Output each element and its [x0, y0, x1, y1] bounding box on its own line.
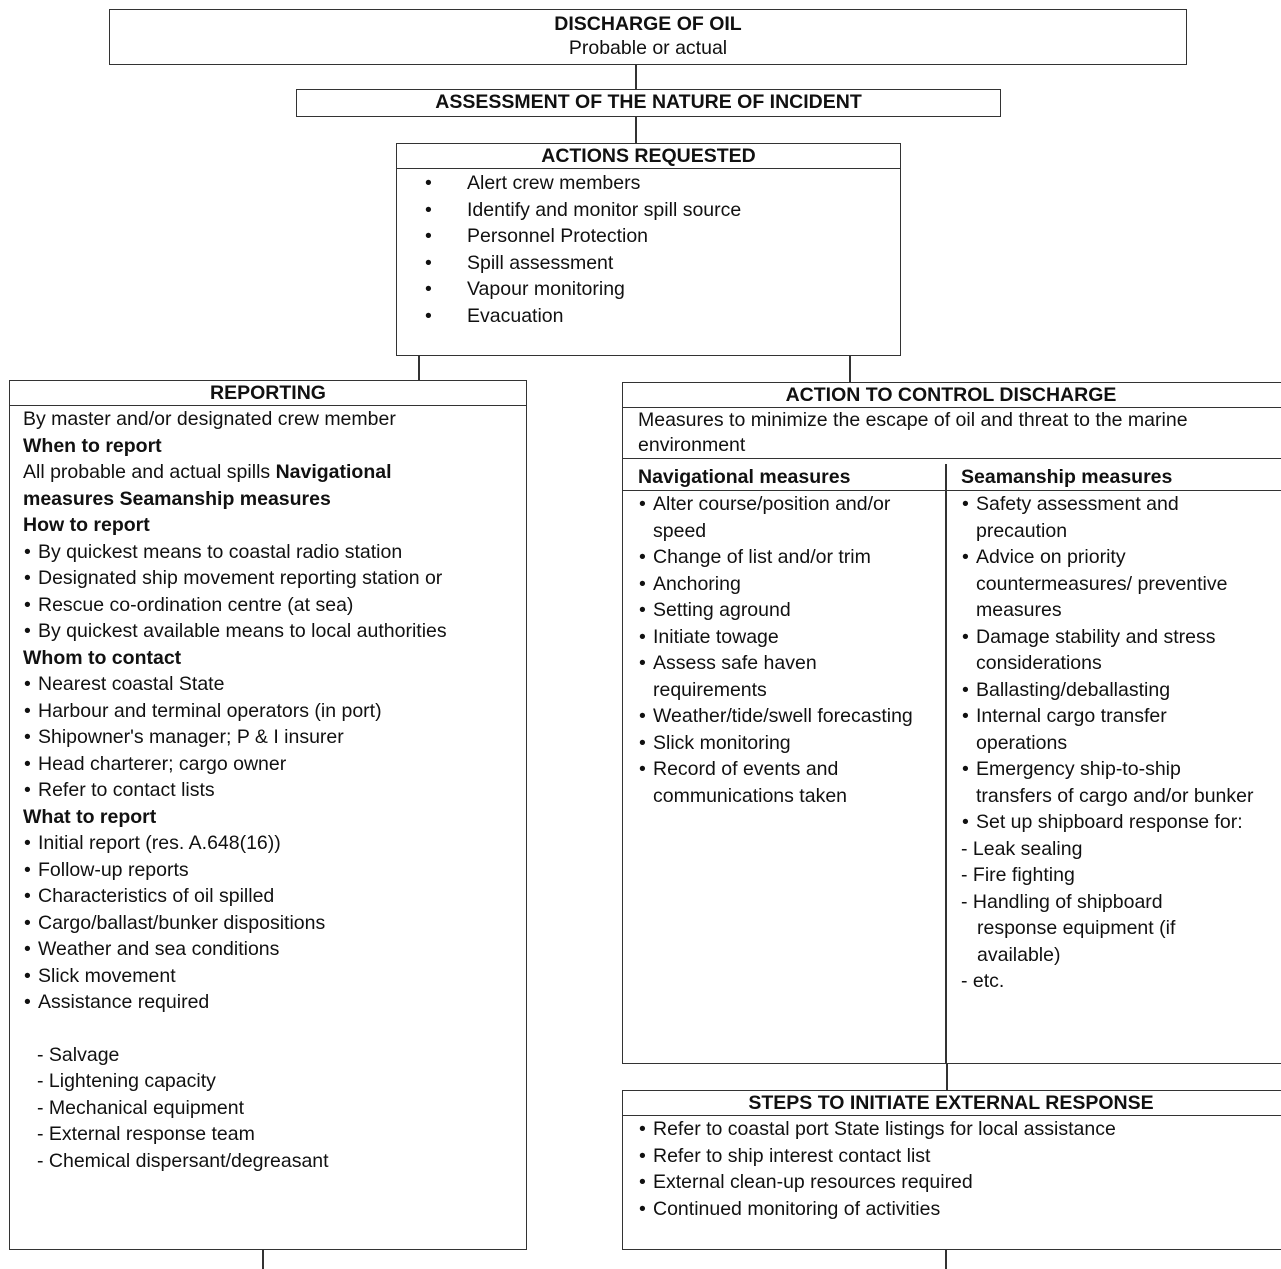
nav-item: • Anchoring [638, 571, 933, 598]
assistance-item: - External response team [37, 1123, 255, 1145]
action-item [397, 170, 900, 197]
actions-title: ACTIONS REQUESTED [397, 144, 900, 169]
discharge-title: DISCHARGE OF OIL [554, 13, 742, 35]
sea-sub-item: - Handling of shipboard response equipment (if available) [961, 890, 1176, 966]
bullet-icon: • [425, 251, 432, 274]
assistance-item: - Mechanical equipment [37, 1096, 245, 1119]
action-item [397, 197, 900, 224]
how-item: • Rescue co-ordination centre (at sea) [23, 592, 526, 619]
action-item [397, 303, 900, 330]
external-item: • External clean-up resources required [638, 1169, 1281, 1196]
connector-assessment-actions [635, 117, 637, 143]
what-item: • Assistance required [23, 989, 526, 1016]
nav-list [623, 491, 933, 809]
sea-item: • Advice on priority countermeasures/ preventive measures [961, 544, 1261, 624]
bullet-icon: • [425, 304, 432, 327]
discharge-subtitle: Probable or actual [568, 37, 728, 59]
external-item: • Continued monitoring of activities [638, 1196, 1281, 1223]
reporting-title: REPORTING [10, 381, 526, 406]
sea-sub-item: - Fire fighting [961, 864, 1075, 886]
sea-item: • Emergency ship-to-ship transfers of cargo and/or bunker [961, 756, 1261, 809]
sea-item: • Ballasting/deballasting [961, 677, 1261, 704]
action-item [397, 276, 900, 303]
how-item: • By quickest available means to local authorities [23, 618, 526, 645]
how-item: • Designated ship movement reporting station or [23, 565, 526, 592]
connector-control-external [946, 1063, 948, 1090]
nav-item: • Slick monitoring [638, 730, 933, 757]
what-item: • Initial report (res. A.648(16)) [23, 830, 526, 857]
how-heading: How to report [23, 514, 150, 536]
action-item [397, 223, 900, 250]
external-list [623, 1116, 1281, 1222]
reporting-box [9, 380, 527, 1250]
nav-column [623, 464, 945, 809]
action-item-label: Personnel Protection [467, 225, 649, 247]
whom-item: • Refer to contact lists [23, 777, 526, 804]
actions-list [397, 169, 900, 329]
whom-list [23, 671, 526, 804]
external-title: STEPS TO INITIATE EXTERNAL RESPONSE [623, 1091, 1281, 1116]
whom-heading: Whom to contact [23, 646, 182, 669]
connector-actions-reporting [418, 355, 420, 380]
bullet-icon: • [425, 198, 432, 221]
nav-item: • Alter course/position and/or speed [638, 491, 933, 544]
nav-item: • Change of list and/or trim [638, 544, 933, 571]
when-text-block [23, 459, 463, 512]
assessment-box [296, 89, 1001, 117]
what-item: • Follow-up reports [23, 857, 526, 884]
external-item: • Refer to coastal port State listings for local assistance [638, 1116, 1281, 1143]
how-item: • By quickest means to coastal radio station [23, 539, 526, 566]
what-item: • Characteristics of oil spilled [23, 883, 526, 910]
sea-sub-item: - etc. [961, 970, 1005, 992]
assistance-item: - Chemical dispersant/degreasant [37, 1149, 329, 1172]
nav-item: • Initiate towage [638, 624, 933, 651]
what-list [23, 830, 526, 1016]
sea-item: • Set up shipboard response for: [961, 809, 1261, 836]
whom-item: • Head charterer; cargo owner [23, 751, 526, 778]
sea-list [946, 491, 1261, 836]
what-item: • Cargo/ballast/bunker dispositions [23, 910, 526, 937]
bullet-icon: • [425, 225, 432, 247]
connector-discharge-assessment [635, 64, 637, 90]
whom-item: • Nearest coastal State [23, 671, 526, 698]
sea-item: • Damage stability and stress considerations [961, 624, 1261, 677]
reporting-intro: By master and/or designated crew member [23, 408, 396, 430]
external-item: • Refer to ship interest contact list [638, 1143, 1281, 1170]
when-heading: When to report [23, 434, 162, 457]
nav-item: • Setting aground [638, 597, 933, 624]
bullet-icon: • [425, 278, 432, 300]
connector-external-down [945, 1249, 947, 1269]
assessment-title: ASSESSMENT OF THE NATURE OF INCIDENT [435, 91, 862, 113]
action-item [397, 250, 900, 277]
assistance-list [23, 1042, 526, 1175]
action-item-label: Evacuation [467, 304, 564, 327]
control-intro: Measures to minimize the escape of oil and threat to the marine environment [623, 408, 1281, 459]
nav-item: • Record of events and communications taken [638, 756, 933, 809]
control-title: ACTION TO CONTROL DISCHARGE [623, 383, 1281, 408]
sea-heading: Seamanship measures [946, 464, 1281, 491]
nav-item: • Weather/tide/swell forecasting [638, 703, 933, 730]
assistance-item: - Salvage [37, 1043, 120, 1066]
sea-sub-item: - Leak sealing [961, 837, 1083, 860]
sea-column [946, 464, 1281, 995]
whom-item: • Shipowner's manager; P & I insurer [23, 724, 526, 751]
when-bold: Navigational measures Seamanship measures [23, 461, 392, 510]
connector-reporting-down [262, 1249, 264, 1269]
discharge-box [109, 9, 1187, 65]
control-columns [623, 464, 1281, 1063]
whom-item: • Harbour and terminal operators (in port) [23, 698, 526, 725]
sea-item: • Internal cargo transfer operations [961, 703, 1261, 756]
what-item: • Slick movement [23, 963, 526, 990]
action-item-label: Identify and monitor spill source [467, 198, 742, 221]
control-box [622, 382, 1281, 1064]
sea-sub-list [946, 836, 1203, 995]
external-box [622, 1090, 1281, 1250]
bullet-icon: • [425, 172, 432, 194]
connector-actions-control [849, 355, 851, 382]
action-item-label: Alert crew members [467, 172, 641, 194]
what-item: • Weather and sea conditions [23, 936, 526, 963]
nav-heading: Navigational measures [623, 464, 945, 491]
nav-item: • Assess safe haven requirements [638, 650, 933, 703]
action-item-label: Spill assessment [467, 251, 614, 274]
sea-item: • Safety assessment and precaution [961, 491, 1261, 544]
when-text: All probable and actual spills [23, 461, 276, 483]
assistance-item: - Lightening capacity [37, 1070, 216, 1092]
actions-box [396, 143, 901, 356]
how-list [23, 539, 526, 645]
action-item-label: Vapour monitoring [467, 278, 625, 300]
what-heading: What to report [23, 805, 157, 828]
